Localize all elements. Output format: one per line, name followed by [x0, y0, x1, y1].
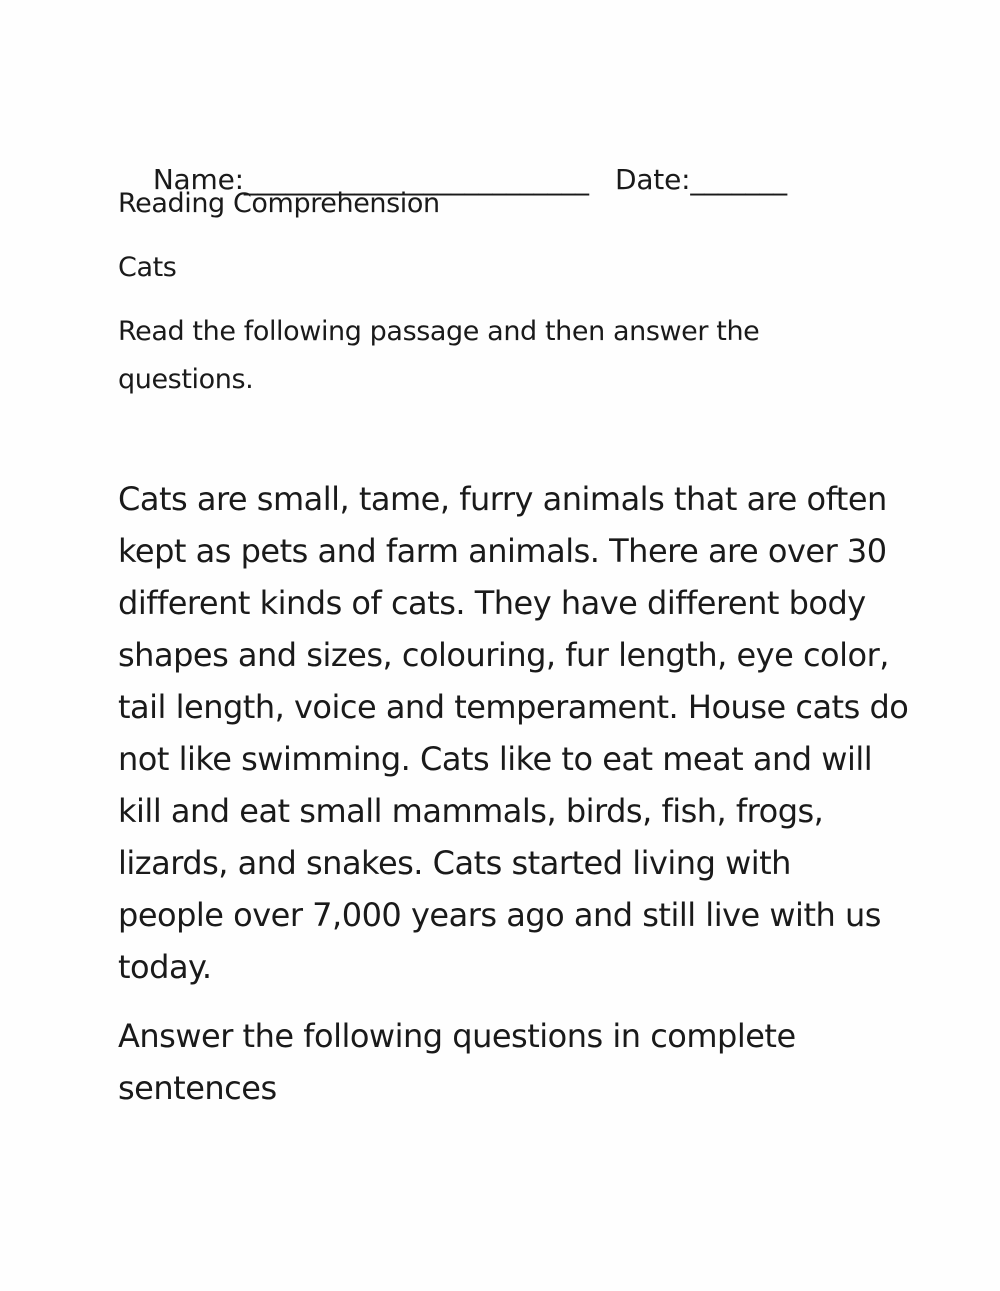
questions-prompt-line: sentences: [118, 1069, 277, 1107]
passage-line: kill and eat small mammals, birds, fish, frogs,: [118, 792, 824, 830]
instructions-line-1: Read the following passage and then answer the: [118, 316, 760, 347]
passage-line: Cats are small, tame, furry animals that are often: [118, 480, 887, 518]
name-field-label: Name:_________________________: [152, 163, 589, 196]
passage-line: kept as pets and farm animals. There are over 30: [118, 532, 887, 570]
passage-line: not like swimming. Cats like to eat meat and will: [118, 740, 873, 778]
worksheet-subtitle: Reading Comprehension: [118, 188, 440, 219]
passage-line: different kinds of cats. They have different body: [118, 584, 866, 622]
passage-line: today.: [118, 948, 212, 986]
questions-prompt: [118, 1010, 796, 1114]
passage-line: people over 7,000 years ago and still live with us: [118, 896, 881, 934]
worksheet-title: Cats: [118, 252, 177, 283]
instructions-line-2: questions.: [118, 364, 254, 395]
passage-line: shapes and sizes, colouring, fur length, eye color,: [118, 636, 889, 674]
passage-line: lizards, and snakes. Cats started living with: [118, 844, 791, 882]
questions-prompt-line: Answer the following questions in complete: [118, 1017, 796, 1055]
reading-passage: [118, 473, 908, 993]
passage-line: tail length, voice and temperament. House cats do: [118, 688, 909, 726]
date-field-label: Date:_______: [614, 163, 787, 196]
